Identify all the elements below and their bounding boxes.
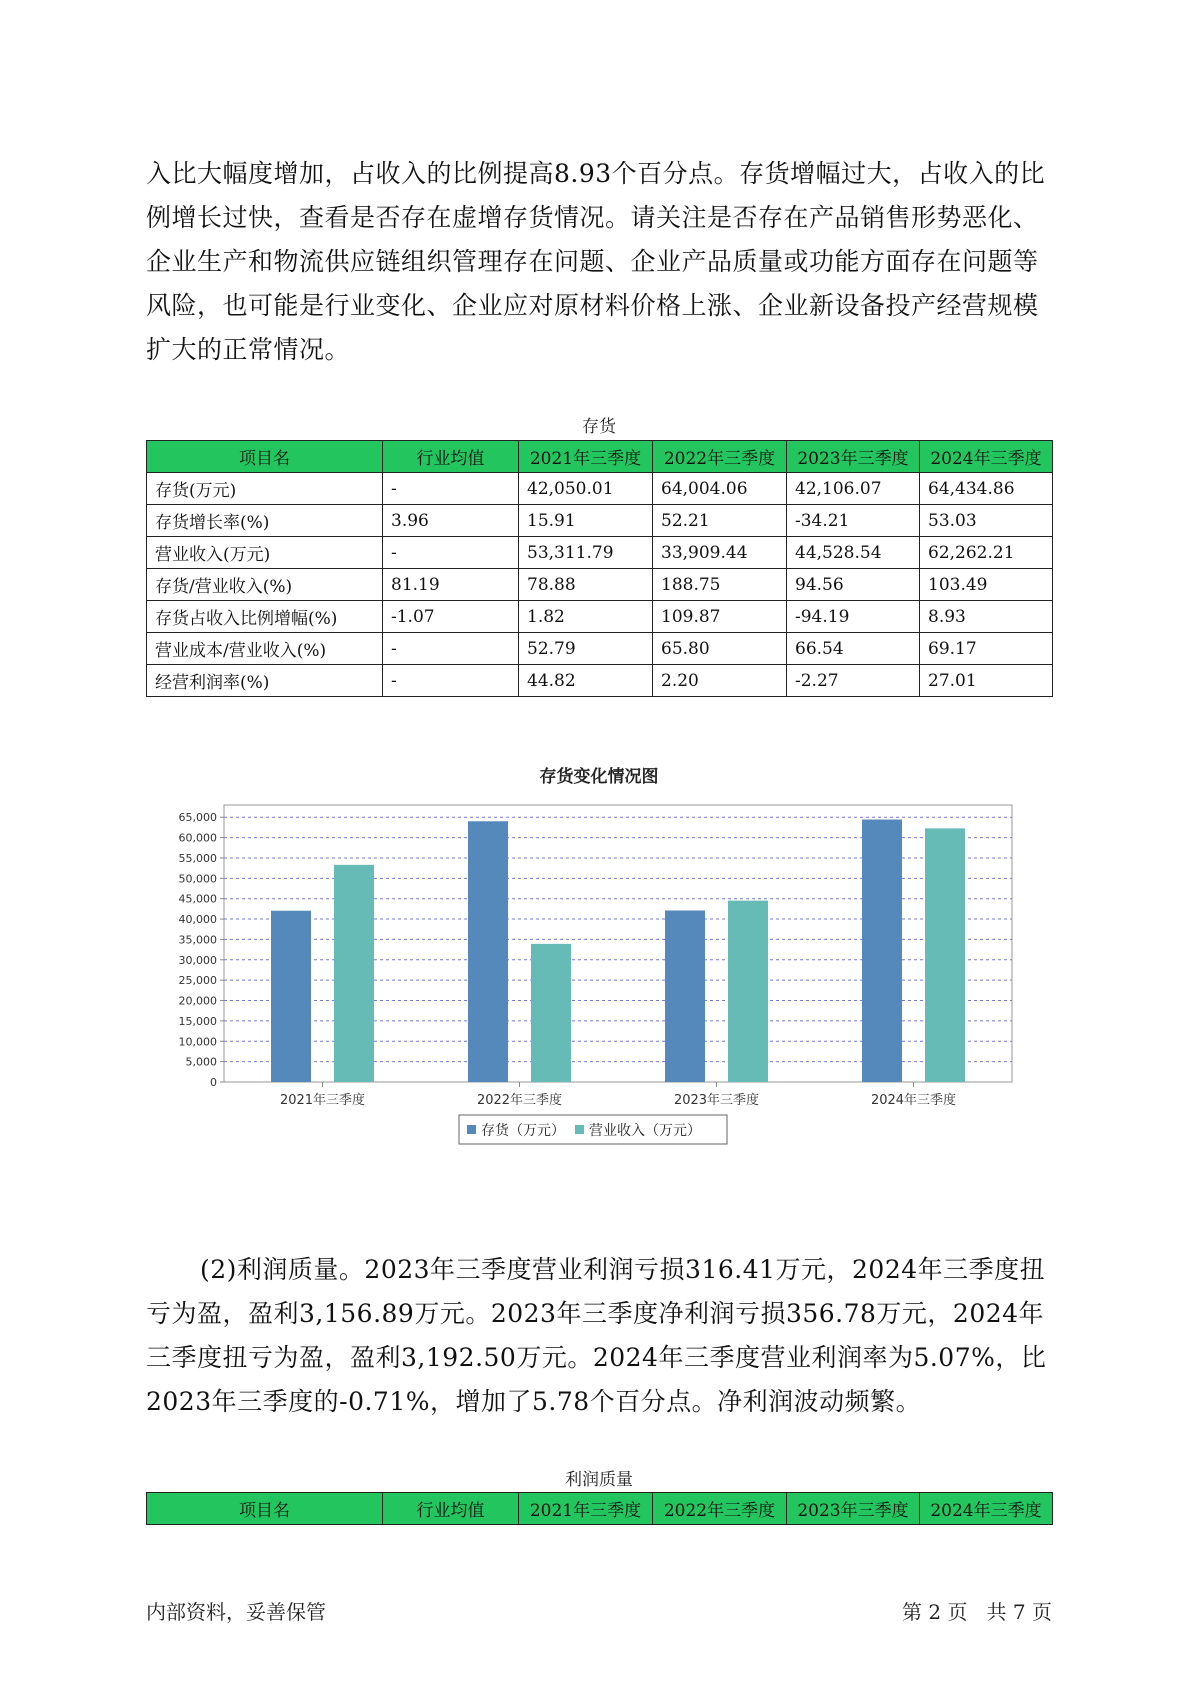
table-cell: 52.79 — [519, 633, 653, 665]
body-paragraph-inventory: 入比大幅度增加，占收入的比例提高8.93个百分点。存货增幅过大，占收入的比例增长过快，查看是否存在虚增存货情况。请关注是否存在产品销售形势恶化、企业生产和物流供应链组织管理存在问题、企业产品质量或功能方面存在问题等风险，也可能是行业变化、企业应对原材料价格上涨、企业新设备投产经营规模扩大的正常情况。 — [146, 159, 1046, 364]
legend-label: 营业收入（万元） — [589, 1123, 701, 1139]
table-caption-profit: 利润质量 — [565, 1470, 633, 1490]
table-cell: - — [383, 633, 519, 665]
table-cell: 109.87 — [653, 601, 787, 633]
bar-inventory — [468, 821, 508, 1082]
table-cell: 53.03 — [920, 505, 1053, 537]
table-cell: 42,106.07 — [787, 473, 920, 505]
y-tick-label: 55,000 — [178, 851, 217, 865]
table-row — [147, 537, 1053, 569]
header-cell: 2022年三季度 — [653, 1493, 787, 1525]
table-cell: 66.54 — [787, 633, 920, 665]
inventory-chart-svg — [146, 760, 1052, 1200]
table-cell: - — [383, 665, 519, 697]
inventory-table — [146, 440, 1053, 697]
table-cell: 27.01 — [920, 665, 1053, 697]
table-cell: 2.20 — [653, 665, 787, 697]
table-cell: 存货占收入比例增幅(%) — [147, 601, 383, 633]
y-tick-label: 60,000 — [178, 831, 217, 845]
y-tick-label: 65,000 — [178, 811, 217, 825]
header-cell: 行业均值 — [383, 1493, 519, 1525]
y-tick-label: 25,000 — [178, 974, 217, 988]
y-tick-label: 50,000 — [178, 872, 217, 886]
x-tick-label: 2021年三季度 — [279, 1093, 366, 1108]
table-cell: 78.88 — [519, 569, 653, 601]
table-cell: 44,528.54 — [787, 537, 920, 569]
table-cell: 存货/营业收入(%) — [147, 569, 383, 601]
table-row — [147, 505, 1053, 537]
table-cell: 8.93 — [920, 601, 1053, 633]
header-cell: 2022年三季度 — [653, 441, 787, 473]
table-caption-inventory: 存货 — [582, 417, 616, 437]
y-tick-label: 30,000 — [178, 953, 217, 967]
table-row — [147, 601, 1053, 633]
x-axis-labels — [280, 1082, 956, 1108]
header-cell: 2021年三季度 — [519, 1493, 653, 1525]
y-tick-label: 15,000 — [178, 1014, 217, 1028]
y-tick-label: 5,000 — [185, 1055, 217, 1069]
header-cell: 2024年三季度 — [920, 441, 1053, 473]
legend-swatch — [467, 1125, 476, 1134]
y-tick-label: 0 — [210, 1076, 217, 1089]
table-cell: -2.27 — [787, 665, 920, 697]
table-cell: 存货增长率(%) — [147, 505, 383, 537]
table-cell: 营业收入(万元) — [147, 537, 383, 569]
table-cell: 42,050.01 — [519, 473, 653, 505]
table-cell: 营业成本/营业收入(%) — [147, 633, 383, 665]
table-cell: 53,311.79 — [519, 537, 653, 569]
header-cell: 项目名 — [147, 441, 383, 473]
bar-revenue — [925, 828, 965, 1082]
bar-inventory — [271, 911, 311, 1082]
table-cell: 44.82 — [519, 665, 653, 697]
body-paragraph-profit: (2)利润质量。2023年三季度营业利润亏损316.41万元，2024年三季度扭亏为盈，盈利3,156.89万元。2023年三季度净利润亏损356.78万元，2024年三季度扭亏为盈，盈利3,192.50万元。2024年三季度营业利润率为5.07%，比2023年三季度的-0.71%，增加了5.78个百分点。净利润波动频繁。 — [146, 1255, 1047, 1416]
table-header-row — [147, 441, 1053, 473]
table-cell: 81.19 — [383, 569, 519, 601]
table-cell: - — [383, 537, 519, 569]
table-cell: 69.17 — [920, 633, 1053, 665]
table-cell: 65.80 — [653, 633, 787, 665]
table-cell: -34.21 — [787, 505, 920, 537]
y-tick-label: 20,000 — [178, 994, 217, 1008]
x-tick-label: 2024年三季度 — [870, 1093, 957, 1108]
table-cell: -1.07 — [383, 601, 519, 633]
table-cell: 64,434.86 — [920, 473, 1053, 505]
table-cell: - — [383, 473, 519, 505]
y-tick-label: 40,000 — [178, 913, 217, 927]
chart-legend — [459, 1115, 727, 1144]
x-tick-label: 2023年三季度 — [673, 1093, 760, 1108]
x-tick-label: 2022年三季度 — [476, 1093, 563, 1108]
bar-inventory — [665, 910, 705, 1082]
table-cell: 33,909.44 — [653, 537, 787, 569]
inventory-chart — [146, 760, 1052, 1200]
table-cell: 1.82 — [519, 601, 653, 633]
footer-confidential-note: 内部资料，妥善保管 — [146, 1600, 326, 1624]
header-cell: 2024年三季度 — [920, 1493, 1053, 1525]
header-cell: 行业均值 — [383, 441, 519, 473]
table-row — [147, 569, 1053, 601]
table-row — [147, 473, 1053, 505]
legend-label: 存货（万元） — [481, 1123, 565, 1139]
table-row — [147, 633, 1053, 665]
profit-table — [146, 1492, 1053, 1525]
bar-revenue — [728, 901, 768, 1082]
header-cell: 2021年三季度 — [519, 441, 653, 473]
table-row — [147, 665, 1053, 697]
y-tick-label: 45,000 — [178, 892, 217, 906]
bar-revenue — [334, 865, 374, 1082]
table-cell: 64,004.06 — [653, 473, 787, 505]
legend-swatch — [575, 1125, 584, 1134]
table-cell: 15.91 — [519, 505, 653, 537]
bar-inventory — [862, 820, 902, 1082]
table-cell: 存货(万元) — [147, 473, 383, 505]
header-cell: 2023年三季度 — [787, 441, 920, 473]
footer-page-number: 第 2 页 共 7 页 — [902, 1600, 1052, 1624]
table-cell: 103.49 — [920, 569, 1053, 601]
y-tick-label: 35,000 — [178, 933, 217, 947]
table-cell: 188.75 — [653, 569, 787, 601]
table-cell: 94.56 — [787, 569, 920, 601]
table-header-row — [147, 1493, 1053, 1525]
chart-title: 存货变化情况图 — [539, 767, 659, 787]
table-cell: 3.96 — [383, 505, 519, 537]
y-tick-label: 10,000 — [178, 1035, 217, 1049]
y-axis-ticks — [179, 811, 225, 1089]
table-cell: -94.19 — [787, 601, 920, 633]
header-cell: 2023年三季度 — [787, 1493, 920, 1525]
table-cell: 52.21 — [653, 505, 787, 537]
table-cell: 62,262.21 — [920, 537, 1053, 569]
header-cell: 项目名 — [147, 1493, 383, 1525]
bar-revenue — [531, 944, 571, 1082]
table-cell: 经营利润率(%) — [147, 665, 383, 697]
